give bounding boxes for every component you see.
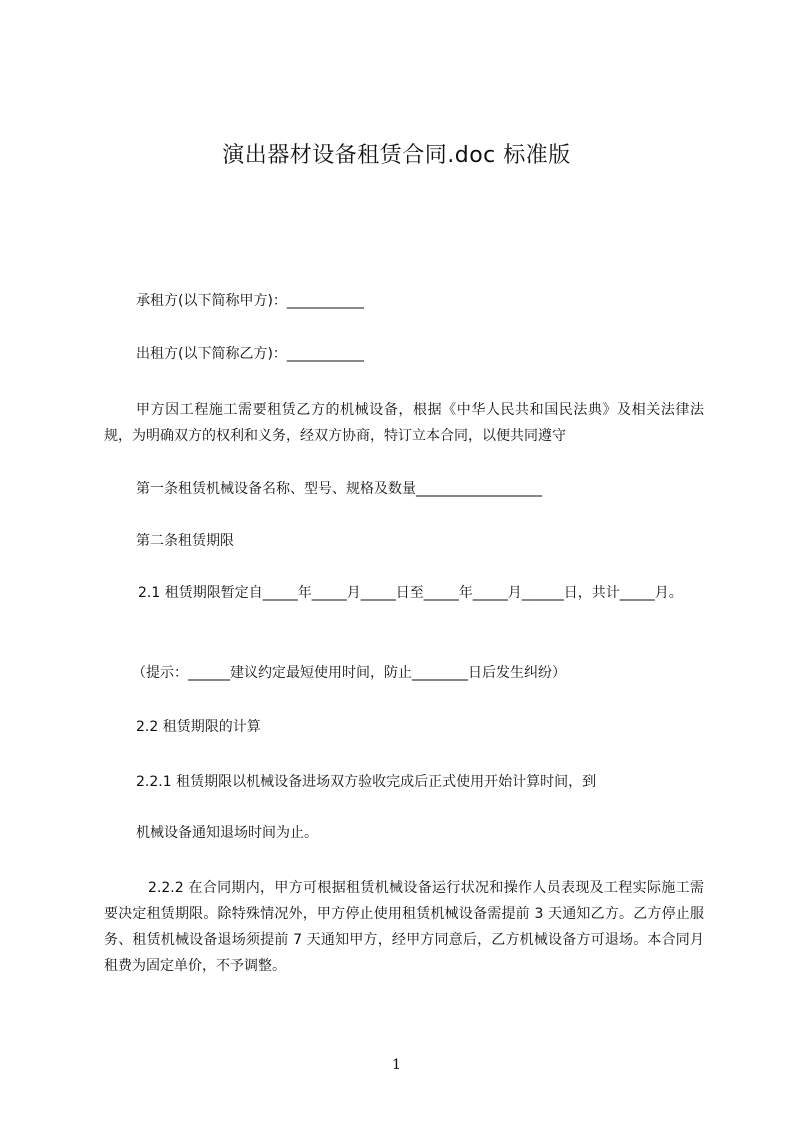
hint-line: （提示：______建议约定最短使用时间，防止________日后发生纠纷） [132,665,566,681]
article-2-heading: 第二条租赁期限 [136,533,234,549]
clause-2-2-1-line-1: 2.2.1 租赁期限以机械设备进场双方验收完成后正式使用开始计算时间，到 [136,774,597,790]
article-1-heading: 第一条租赁机械设备名称、型号、规格及数量__________________ [136,481,542,497]
lessee-line: 承租方(以下简称甲方)：___________ [136,293,364,309]
clause-2-1: 2.1 租赁期限暂定自_____年_____月_____日至_____年_____月______日，共计_____月。 [138,585,683,601]
clause-2-2-1-line-2: 机械设备通知退场时间为止。 [136,825,318,841]
clause-2-2-2: 2.2.2 在合同期内，甲方可根据租赁机械设备运行状况和操作人员表现及工程实际施工需要决定租赁期限。除特殊情况外，甲方停止使用租赁机械设备需提前 3 天通知乙方。乙方停止服务、租赁机械设备退场须提前 7 天通知甲方，经甲方同意后，乙方机械设备方可退场。本合同月租费为固定单价，不予调整。 [104,880,704,974]
lessor-line: 出租方(以下简称乙方)：___________ [136,346,364,362]
page-number: 1 [392,1057,401,1073]
clause-2-2-heading: 2.2 租赁期限的计算 [136,719,261,735]
document-title: 演出器材设备租赁合同.doc 标准版 [222,143,571,168]
preamble-paragraph: 甲方因工程施工需要租赁乙方的机械设备，根据《中华人民共和国民法典》及相关法律法规，为明确双方的权利和义务，经双方协商，特订立本合同，以便共同遵守 [104,402,704,444]
